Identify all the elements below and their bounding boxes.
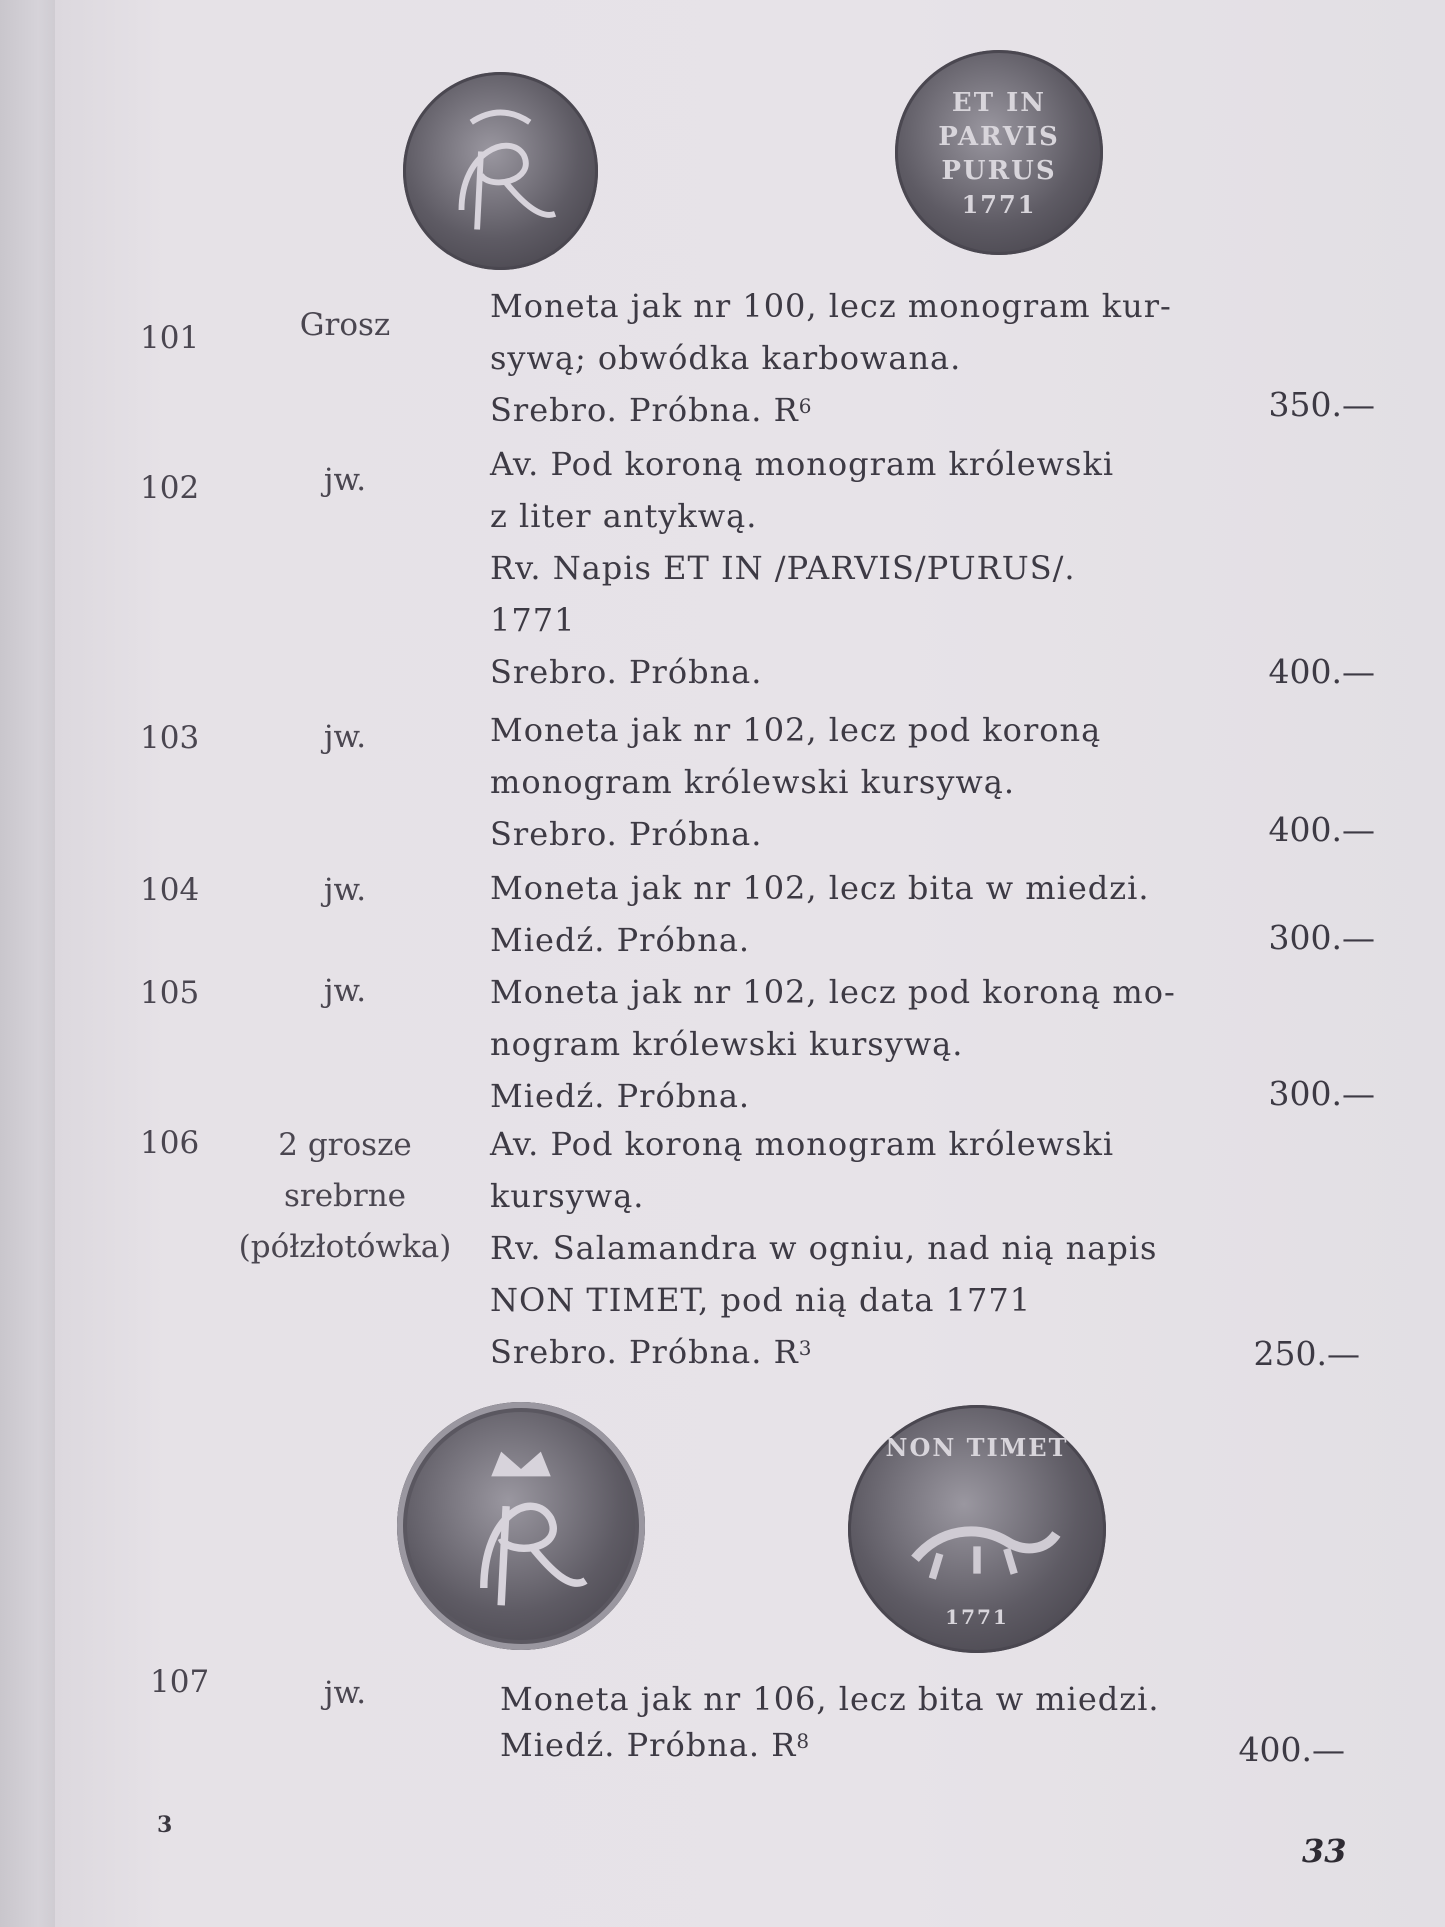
description-line: Moneta jak nr 102, lecz pod koroną mo- [490,973,1176,1011]
page-number: 33 [1302,1832,1347,1870]
rarity-mark: 3 [798,1336,813,1360]
entry-number: 102 [140,470,200,506]
description-line [500,1722,1230,1768]
entry-denomination: Grosz [299,307,391,343]
entry-price: 300.— [1268,1074,1375,1113]
entry-price: 350.— [1268,385,1375,424]
description-line: monogram królewski kursywą. [490,763,1016,801]
entry-price: 250.— [1253,1334,1360,1373]
rarity-mark: 8 [796,1729,811,1753]
description-line: NON TIMET, pod nią data 1771 [490,1281,1032,1319]
entry-number: 103 [140,720,200,756]
entry-description [490,966,1220,1122]
entry-price: 400.— [1238,1730,1345,1769]
entry-number: 105 [140,975,200,1011]
description-line: Moneta jak nr 102, lecz pod koroną [490,711,1102,749]
description-line: 1771 [490,601,576,639]
description-line: Av. Pod koroną monogram królewski [490,445,1115,483]
signature-mark: 3 [157,1812,173,1838]
description-line: Miedź. Próbna. [490,1077,751,1115]
entry-description [490,280,1220,436]
rarity-mark: 6 [798,394,813,418]
coin-101-obverse-image [403,72,598,270]
coin-102-reverse-image [895,50,1103,255]
entry-price: 300.— [1268,918,1375,957]
denomination-line: srebrne [283,1178,407,1214]
denomination-line: (półzłotówka) [238,1229,452,1265]
entry-number: 101 [140,320,200,356]
entry-description [500,1676,1230,1768]
book-spine [0,0,55,1927]
coin-106-obverse-image [397,1402,645,1650]
denomination-line: 2 grosze [278,1127,412,1163]
entry-number: 106 [140,1125,200,1161]
coin-inscription-line: 1771 [961,190,1037,219]
entry-description [490,862,1220,966]
description-line: kursywą. [490,1177,645,1215]
material-text: Miedź. Próbna. R [500,1726,797,1764]
coin-legend: NON TIMET [885,1433,1069,1462]
description-line: Moneta jak nr 100, lecz monogram kur- [490,287,1172,325]
entry-description [490,438,1220,698]
entry-denomination: jw. [323,1675,367,1711]
description-line: sywą; obwódka karbowana. [490,339,962,377]
entry-denomination: jw. [323,462,367,498]
description-line: Miedź. Próbna. [490,921,751,959]
description-line: z liter antykwą. [490,497,758,535]
monogram-icon [403,72,598,270]
description-line: nogram królewski kursywą. [490,1025,964,1063]
coin-inscription-line: ET IN [951,88,1047,118]
description-line: Moneta jak nr 102, lecz bita w miedzi. [490,869,1150,907]
description-line: Rv. Napis ET IN /PARVIS/PURUS/. [490,549,1076,587]
entry-number: 104 [140,872,200,908]
description-line: Srebro. Próbna. [490,653,763,691]
coin-inscription-line: PURUS [941,156,1057,186]
description-line [490,1326,1220,1378]
description-line: Rv. Salamandra w ogniu, nad nią napis [490,1229,1158,1267]
entry-price: 400.— [1268,652,1375,691]
description-line: Moneta jak nr 106, lecz bita w miedzi. [500,1680,1160,1718]
description-line [490,384,1220,436]
coin-inscription-line: PARVIS [938,122,1060,152]
entry-denomination: jw. [323,973,367,1009]
entry-description [490,1118,1220,1378]
coin-106-reverse-image [848,1405,1106,1653]
entry-denomination: jw. [323,719,367,755]
material-text: Srebro. Próbna. R [490,1333,799,1371]
material-text: Srebro. Próbna. R [490,391,799,429]
entry-price: 400.— [1268,810,1375,849]
description-line: Av. Pod koroną monogram królewski [490,1125,1115,1163]
description-line: Srebro. Próbna. [490,815,763,853]
coin-date: 1771 [945,1605,1009,1629]
entry-denomination [225,1120,465,1273]
entry-number: 107 [150,1664,210,1700]
entry-denomination: jw. [323,872,367,908]
crowned-monogram-icon [397,1402,645,1650]
entry-description [490,704,1220,860]
